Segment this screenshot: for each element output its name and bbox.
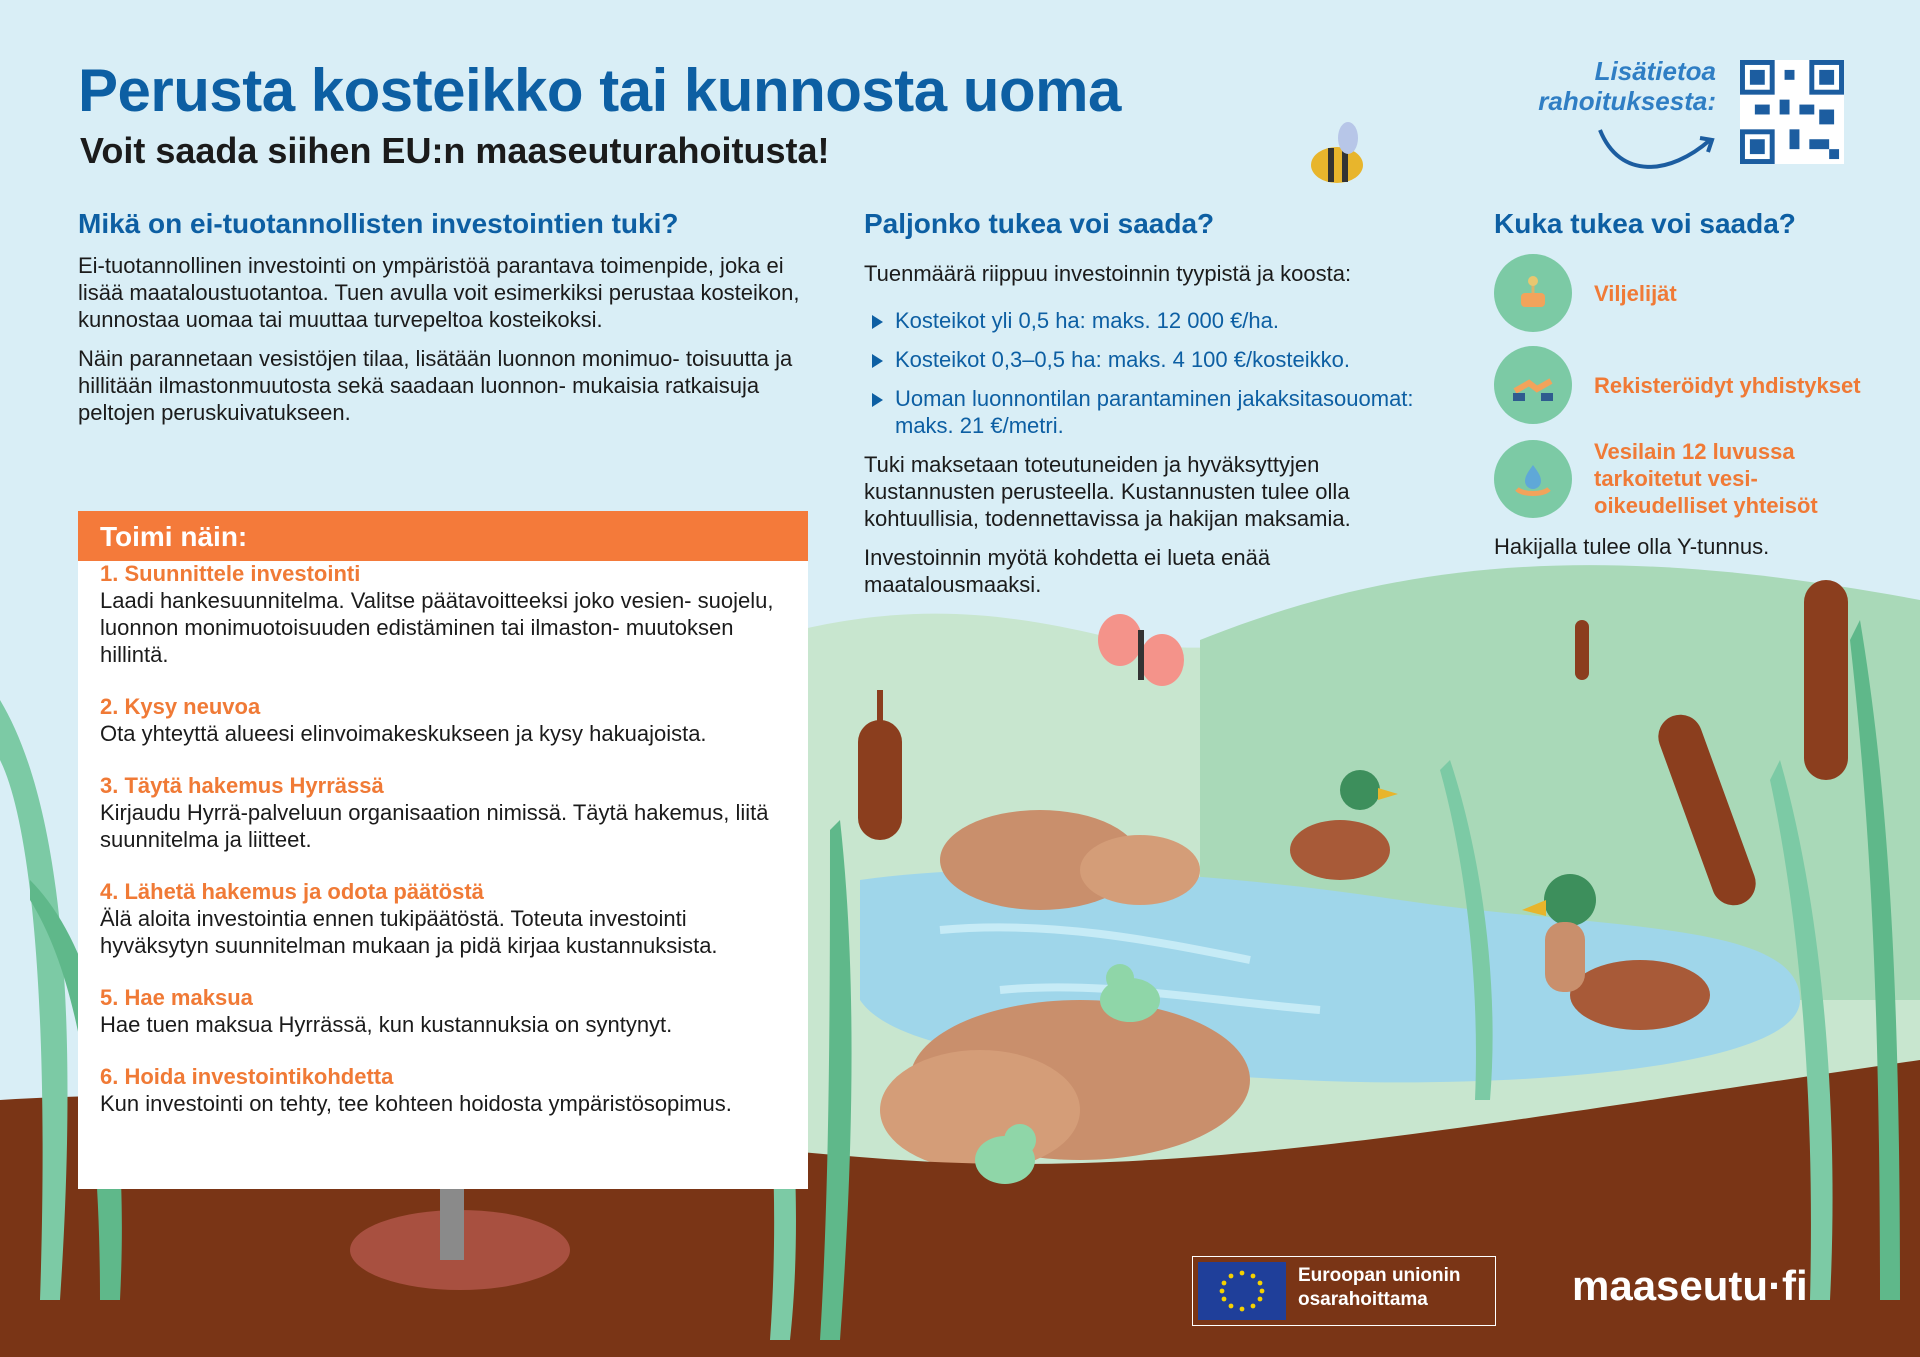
bullet-item bbox=[864, 346, 1434, 373]
page-title: Perusta kosteikko tai kunnosta uoma bbox=[78, 57, 1121, 124]
step-description: Ota yhteyttä alueesi elinvoimakeskukseen ja kysy hakuajoista. bbox=[100, 721, 707, 746]
triangle-bullet-icon bbox=[872, 393, 883, 407]
paragraph: Ei-tuotannollinen investointi on ympäristöä parantava toimenpide, joka ei lisää maataloustuotantoa. Tuen avulla voit esimerkiksi perustaa kosteikon, kunnostaa uomaa tai muuttaa turvepeltoa kosteikoksi. bbox=[78, 253, 800, 332]
bullet-text: Kosteikot yli 0,5 ha: maks. 12 000 €/ha. bbox=[895, 308, 1280, 333]
maaseutu-logo[interactable]: maaseutu·fi bbox=[1572, 1262, 1808, 1309]
intro-text: Tuenmäärä riippuu investoinnin tyypistä ja koosta: bbox=[864, 261, 1352, 286]
applicant-item bbox=[1494, 254, 1894, 332]
eu-funding-text bbox=[1298, 1264, 1461, 1312]
step-title: 6. Hoida investointikohdetta bbox=[100, 1064, 394, 1089]
step-description: Hae tuen maksua Hyrrässä, kun kustannuksia on syntynyt. bbox=[100, 1012, 673, 1037]
step-description: Laadi hankesuunnitelma. Valitse päätavoitteeksi joko vesien- suojelu, luonnon monimuotoisuuden edistäminen tai ilmaston- muutoksen hillintä. bbox=[100, 588, 774, 667]
bullet-item bbox=[864, 385, 1434, 439]
step-title: 5. Hae maksua bbox=[100, 985, 253, 1010]
step-title: 2. Kysy neuvoa bbox=[100, 694, 261, 719]
steps-box bbox=[78, 511, 808, 1189]
qr-code[interactable] bbox=[1740, 60, 1844, 164]
bullet-text: Uoman luonnontilan parantaminen jakaksitasouomat: maks. 21 €/metri. bbox=[895, 386, 1414, 438]
step-title: 4. Lähetä hakemus ja odota päätöstä bbox=[100, 879, 484, 904]
applicant-label: Rekisteröidyt yhdistykset bbox=[1594, 372, 1861, 398]
step-item bbox=[100, 561, 786, 668]
arrow-icon bbox=[1600, 130, 1710, 167]
more-info-label bbox=[1496, 56, 1716, 116]
paragraph: Investoinnin myötä kohdetta ei lueta enää maatalousmaaksi. bbox=[864, 545, 1271, 597]
section-heading: Paljonko tukea voi saada? bbox=[864, 208, 1215, 239]
step-item bbox=[100, 694, 786, 747]
step-description: Kun investointi on tehty, tee kohteen hoidosta ympäristösopimus. bbox=[100, 1091, 732, 1116]
eu-text-line2: osarahoittama bbox=[1298, 1289, 1428, 1310]
applicant-label: Viljelijät bbox=[1594, 280, 1677, 306]
handshake-icon bbox=[1494, 346, 1572, 424]
step-description: Älä aloita investointia ennen tukipäätöstä. Toteuta investointi hyväksytyn suunnitelman mukaan ja pidä kirjaa kustannuksista. bbox=[100, 906, 718, 958]
applicant-item bbox=[1494, 346, 1894, 424]
requirement-note: Hakijalla tulee olla Y-tunnus. bbox=[1494, 534, 1770, 559]
water-hands-icon bbox=[1494, 440, 1572, 518]
bullet-item bbox=[864, 307, 1434, 334]
what-is-support-section bbox=[78, 208, 808, 438]
who-can-apply-section bbox=[1494, 208, 1894, 560]
triangle-bullet-icon bbox=[872, 315, 883, 329]
step-item bbox=[100, 1064, 786, 1117]
bullet-text: Kosteikot 0,3–0,5 ha: maks. 4 100 €/kosteikko. bbox=[895, 347, 1350, 372]
steps-heading: Toimi näin: bbox=[78, 511, 808, 561]
more-info-line2: rahoituksesta: bbox=[1538, 86, 1716, 116]
how-much-section bbox=[864, 208, 1434, 610]
applicant-item bbox=[1494, 438, 1894, 519]
step-title: 3. Täytä hakemus Hyrrässä bbox=[100, 773, 384, 798]
step-item bbox=[100, 773, 786, 853]
section-heading: Kuka tukea voi saada? bbox=[1494, 208, 1796, 239]
bee bbox=[1311, 122, 1363, 183]
step-item bbox=[100, 879, 786, 959]
eu-text-line1: Euroopan unionin bbox=[1298, 1265, 1461, 1286]
step-description: Kirjaudu Hyrrä-palveluun organisaation nimissä. Täytä hakemus, liitä suunnitelma ja liitteet. bbox=[100, 800, 769, 852]
triangle-bullet-icon bbox=[872, 354, 883, 368]
page-subtitle: Voit saada siihen EU:n maaseuturahoitusta! bbox=[80, 130, 830, 171]
more-info-line1: Lisätietoa bbox=[1594, 56, 1716, 86]
step-title: 1. Suunnittele investointi bbox=[100, 561, 361, 586]
farmer-icon bbox=[1494, 254, 1572, 332]
applicant-label: Vesilain 12 luvussa tarkoitetut vesi- oikeudelliset yhteisöt bbox=[1594, 439, 1818, 518]
paragraph: Näin parannetaan vesistöjen tilaa, lisätään luonnon monimuo- toisuutta ja hillitään ilmastonmuutosta sekä saadaan luonnon- mukaisia ratkaisuja peltojen peruskuivatukseen. bbox=[78, 346, 793, 425]
step-item bbox=[100, 985, 786, 1038]
paragraph: Tuki maksetaan toteutuneiden ja hyväksyttyjen kustannusten perusteella. Kustannusten tulee olla kohtuullisia, todennettavissa ja hakijan maksamia. bbox=[864, 452, 1351, 531]
section-heading: Mikä on ei-tuotannollisten investointien tuki? bbox=[78, 208, 679, 239]
